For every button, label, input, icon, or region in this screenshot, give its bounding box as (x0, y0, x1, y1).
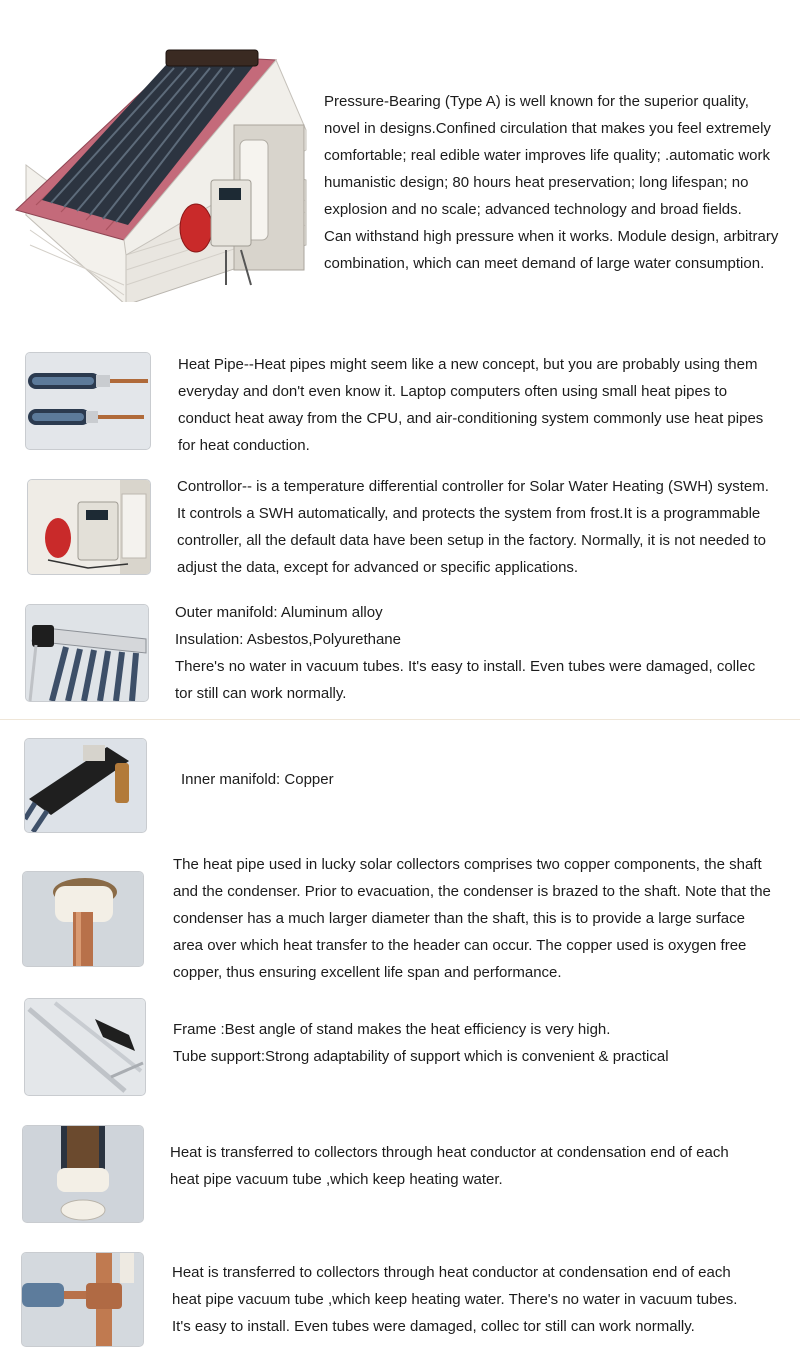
controller-thumbnail (27, 479, 151, 575)
outer-manifold-thumbnail (25, 604, 149, 702)
text-line: It controls a SWH automatically, and protects the system from frost.It is a programmable (177, 505, 761, 522)
text-line: controller, all the default data have been setup in the factory. Normally, it is not needed to (177, 532, 766, 549)
text-line: combination, which can meet demand of large water consumption. (324, 255, 765, 272)
text-line: Can withstand high pressure when it works. Module design, arbitrary (324, 228, 779, 245)
text-line: Heat is transferred to collectors through heat conductor at condensation end of each (170, 1144, 729, 1161)
section-divider (0, 719, 800, 720)
text-line: There's no water in vacuum tubes. It's easy to install. Even tubes were damaged, collec (175, 658, 756, 675)
text-line: Frame :Best angle of stand makes the heat efficiency is very high. (173, 1021, 611, 1038)
text-line: heat pipe vacuum tube ,which keep heating water. There's no water in vacuum tubes. (172, 1291, 738, 1308)
text-line: The heat pipe used in lucky solar collectors comprises two copper components, the shaft (173, 856, 762, 873)
text-line: and the condenser. Prior to evacuation, the condenser is brazed to the shaft. Note that the (173, 883, 771, 900)
text-line: Pressure-Bearing (Type A) is well known for the superior quality, (324, 93, 749, 110)
text-line: adjust the data, except for advanced or specific applications. (177, 559, 579, 576)
text-line: Inner manifold: Copper (181, 771, 334, 788)
text-line: Outer manifold: Aluminum alloy (175, 604, 383, 621)
heat-pipe-copper-thumbnail (22, 871, 144, 967)
solar-house-image (6, 40, 318, 302)
heat-transfer-1-text (170, 1139, 729, 1193)
text-line: conduct heat away from the CPU, and air-conditioning system commonly use heat pipes (178, 410, 764, 427)
inner-manifold-thumbnail (24, 738, 147, 833)
heat-transfer-1-thumbnail (22, 1125, 144, 1223)
text-line: for heat conduction. (178, 437, 310, 454)
inner-manifold-text (181, 766, 334, 793)
outer-manifold-text (175, 599, 755, 707)
heat-pipe-text (178, 351, 763, 459)
text-line: heat pipe vacuum tube ,which keep heating water. (170, 1171, 503, 1188)
text-line: Controllor-- is a temperature differential controller for Solar Water Heating (SWH) system. (177, 478, 769, 495)
text-line: Insulation: Asbestos,Polyurethane (175, 631, 401, 648)
frame-text (173, 1016, 669, 1070)
text-line: It's easy to install. Even tubes were damaged, collec tor still can work normally. (172, 1318, 695, 1335)
controller-text (177, 473, 769, 581)
heat-transfer-2-thumbnail (21, 1252, 144, 1347)
text-line: comfortable; real edible water improves life quality; .automatic work (324, 147, 771, 164)
text-line: everyday and don't even know it. Laptop computers often using small heat pipes to (178, 383, 728, 400)
text-line: area over which heat transfer to the header can occur. The copper used is oxygen free (173, 937, 747, 954)
text-line: Heat is transferred to collectors through heat conductor at condensation end of each (172, 1264, 731, 1281)
text-line: Tube support:Strong adaptability of support which is convenient & practical (173, 1048, 669, 1065)
text-line: humanistic design; 80 hours heat preservation; long lifespan; no (324, 174, 749, 191)
text-line: explosion and no scale; advanced technology and broad fields. (324, 201, 742, 218)
text-line: copper, thus ensuring excellent life span and performance. (173, 964, 562, 981)
pressure-bearing-text (324, 88, 778, 277)
text-line: novel in designs.Confined circulation that makes you feel extremely (324, 120, 771, 137)
heat-transfer-2-text (172, 1259, 737, 1340)
heat-pipe-copper-text (173, 851, 771, 986)
text-line: Heat Pipe--Heat pipes might seem like a new concept, but you are probably using them (178, 356, 758, 373)
frame-thumbnail (24, 998, 146, 1096)
text-line: tor still can work normally. (175, 685, 347, 702)
text-line: condenser has a much larger diameter than the shaft, this is to provide a large surface (173, 910, 745, 927)
heat-pipe-thumbnail (25, 352, 151, 450)
